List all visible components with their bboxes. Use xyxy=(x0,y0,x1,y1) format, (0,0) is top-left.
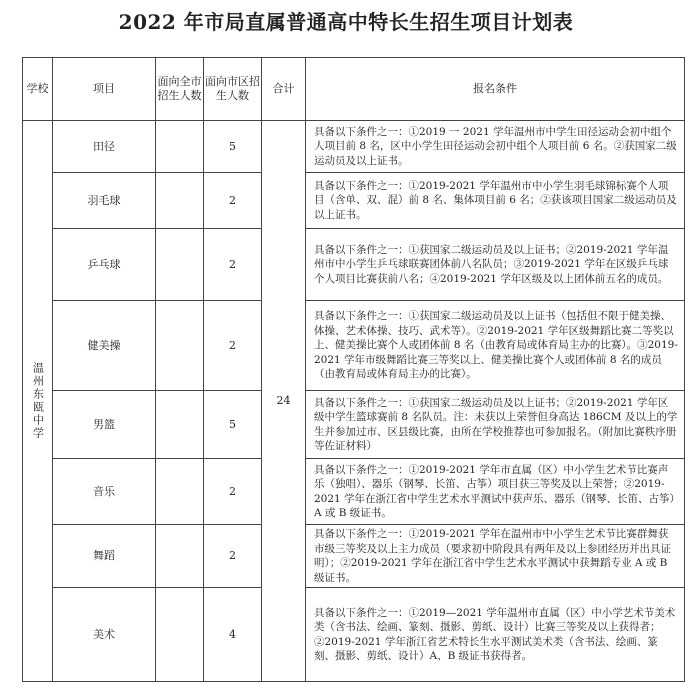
city-quota xyxy=(156,459,204,525)
page-title: 2022 年市局直属普通高中特长生招生项目计划表 xyxy=(118,10,574,34)
city-quota xyxy=(156,229,204,301)
district-quota: 2 xyxy=(204,301,262,391)
table-row xyxy=(23,459,685,525)
conditions-text: 具备以下条件之一：①获国家二级运动员及以上证书；②2019-2021 学年温州市中小学生乒乓球联赛团体前八名队员；③2019-2021 学年在区级乒乓球个人项目比赛获前八名；④2019-2021 学年区级及以上团体前五名的成员。 xyxy=(306,229,685,301)
item-name: 健美操 xyxy=(53,301,156,391)
district-quota: 5 xyxy=(204,121,262,173)
header-school: 学校 xyxy=(23,58,53,121)
item-name: 音乐 xyxy=(53,459,156,525)
enrollment-plan-table xyxy=(22,57,685,682)
header-city-quota: 面向全市招生人数 xyxy=(156,58,204,121)
district-quota: 5 xyxy=(204,391,262,459)
city-quota xyxy=(156,391,204,459)
header-conditions: 报名条件 xyxy=(306,58,685,121)
city-quota xyxy=(156,525,204,588)
district-quota: 2 xyxy=(204,173,262,229)
header-district-quota: 面向市区招生人数 xyxy=(204,58,262,121)
school-name: 温州东瓯中学 xyxy=(23,121,53,682)
district-quota: 4 xyxy=(204,588,262,682)
item-name: 美术 xyxy=(53,588,156,682)
item-name: 舞蹈 xyxy=(53,525,156,588)
city-quota xyxy=(156,588,204,682)
table-row xyxy=(23,173,685,229)
table-row xyxy=(23,391,685,459)
table-header-row xyxy=(23,58,685,121)
table-row xyxy=(23,121,685,173)
conditions-text: 具备以下条件之一：①2019-2021 学年在温州市中小学生艺术节比赛群舞获市级三等奖及以上主力成员（要求初中阶段具有两年及以上参团经历并出具证明）；②2019-2021 学年在浙江省中学生艺术水平测试中获舞蹈专业 A 或 B 级证书。 xyxy=(306,525,685,588)
city-quota xyxy=(156,173,204,229)
item-name: 羽毛球 xyxy=(53,173,156,229)
item-name: 男篮 xyxy=(53,391,156,459)
table-row xyxy=(23,301,685,391)
header-total: 合计 xyxy=(262,58,306,121)
city-quota xyxy=(156,301,204,391)
district-quota: 2 xyxy=(204,459,262,525)
conditions-text: 具备以下条件之一：①2019-2021 学年温州市中小学生羽毛球锦标赛个人项目（含单、双、混）前 8 名、集体项目前 6 名；②获该项目国家二级运动员及以上证书。 xyxy=(306,173,685,229)
header-item: 项目 xyxy=(53,58,156,121)
conditions-text: 具备以下条件之一：①获国家二级运动员及以上证书；②2019-2021 学年区级中学生篮球赛前 8 名队员。注：未获以上荣誉但身高达 186CM 及以上的学生并参加过市、区县级比赛，由所在学校推荐也可参加报名。（附加比赛秩序册等佐证材料） xyxy=(306,391,685,459)
conditions-text: 具备以下条件之一：①2019 一 2021 学年温州市中学生田径运动会初中组个人项目前 8 名，区中小学生田径运动会初中组个人项目前 6 名。②获国家二级运动员及以上证书。 xyxy=(306,121,685,173)
district-quota: 2 xyxy=(204,229,262,301)
table-row xyxy=(23,588,685,682)
conditions-text: 具备以下条件之一：①获国家二级运动员及以上证书（包括但不限于健美操、体操、艺术体操、技巧、武术等）。②2019-2021 学年区级舞蹈比赛二等奖以上、健美操比赛个人或团体前 8 名（由教育局或体育局主办的比赛）。③2019-2021 学年市级舞蹈比赛三等奖以上、健美操比赛个人或团体前 8 名的成员（由教育局或体育局主办的比赛）。 xyxy=(306,301,685,391)
table-row xyxy=(23,525,685,588)
table-row xyxy=(23,229,685,301)
district-quota: 2 xyxy=(204,525,262,588)
conditions-text: 具备以下条件之一：①2019-2021 学年市直属（区）中小学生艺术节比赛声乐（独唱）、器乐（钢琴、长笛、古筝）项目获三等奖及以上荣誉；②2019-2021 学年在浙江省中学生艺术水平测试中获声乐、器乐（钢琴、长笛、古筝）A 或 B 级证书。 xyxy=(306,459,685,525)
item-name: 乒乓球 xyxy=(53,229,156,301)
item-name: 田径 xyxy=(53,121,156,173)
total-count: 24 xyxy=(262,121,306,682)
conditions-text: 具备以下条件之一：①2019—2021 学年温州市直属（区）中小学艺术节美术类（含书法、绘画、篆刻、摄影、剪纸、设计）比赛三等奖及以上获得者；②2019-2021 学年浙江省艺术特长生水平测试美术类（含书法、绘画、篆刻、摄影、剪纸、设计）A、B 级证书获得者。 xyxy=(306,588,685,682)
city-quota xyxy=(156,121,204,173)
